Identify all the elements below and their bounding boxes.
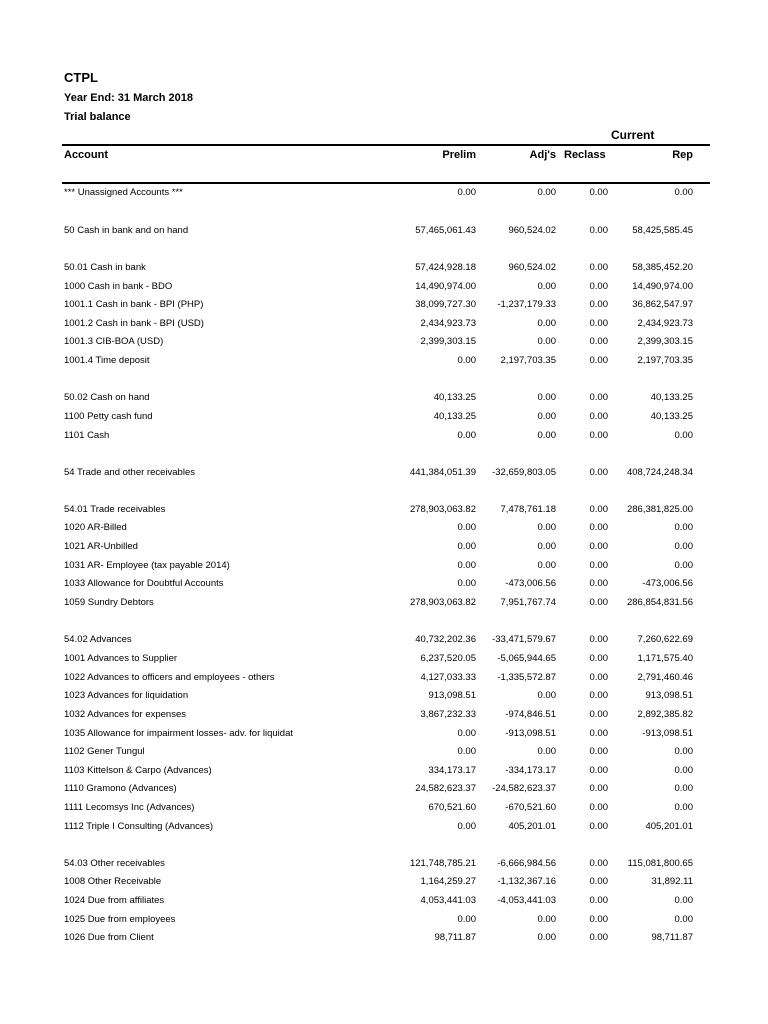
account-cell: 1111 Lecomsys Inc (Advances) <box>64 802 195 813</box>
account-cell: 54 Trade and other receivables <box>64 467 195 478</box>
account-cell: 1023 Advances for liquidation <box>64 690 189 701</box>
prelim-cell: 98,711.87 <box>434 932 476 943</box>
table-row <box>0 707 768 723</box>
account-cell: 1110 Gramono (Advances) <box>64 783 177 794</box>
reclass-cell: 0.00 <box>589 914 608 925</box>
adj-cell: 0.00 <box>537 392 556 403</box>
adj-cell: 0.00 <box>537 932 556 943</box>
account-cell: 1035 Allowance for impairment losses- adv. for liquidat <box>64 728 293 739</box>
reclass-cell: 0.00 <box>589 336 608 347</box>
column-header-prelim: Prelim <box>442 149 476 161</box>
reclass-cell: 0.00 <box>589 281 608 292</box>
rep-cell: 31,892.11 <box>651 876 693 887</box>
reclass-cell: 0.00 <box>589 746 608 757</box>
reclass-cell: 0.00 <box>589 522 608 533</box>
reclass-cell: 0.00 <box>589 802 608 813</box>
prelim-cell: 24,582,623.37 <box>415 783 476 794</box>
prelim-cell: 0.00 <box>457 522 476 533</box>
account-cell: 1022 Advances to officers and employees - others <box>64 672 275 683</box>
table-row <box>0 558 768 574</box>
rep-cell: 0.00 <box>674 746 693 757</box>
table-row <box>0 520 768 536</box>
rep-cell: 40,133.25 <box>650 392 693 403</box>
account-cell: 54.03 Other receivables <box>64 858 165 869</box>
rep-cell: 0.00 <box>674 522 693 533</box>
adj-cell: 0.00 <box>537 187 556 198</box>
reclass-cell: 0.00 <box>589 597 608 608</box>
table-row <box>0 334 768 350</box>
adj-cell: 0.00 <box>537 336 556 347</box>
reclass-cell: 0.00 <box>589 467 608 478</box>
reclass-cell: 0.00 <box>589 355 608 366</box>
account-cell: 1021 AR-Unbilled <box>64 541 138 552</box>
rep-cell: 36,862,547.97 <box>632 299 693 310</box>
prelim-cell: 278,903,063.82 <box>409 504 476 515</box>
account-cell: 50.01 Cash in bank <box>64 262 146 273</box>
table-row <box>0 856 768 872</box>
prelim-cell: 0.00 <box>457 728 476 739</box>
prelim-cell: 2,399,303.15 <box>420 336 476 347</box>
prelim-cell: 334,173.17 <box>428 765 476 776</box>
adj-cell: -1,237,179.33 <box>497 299 556 310</box>
reclass-cell: 0.00 <box>589 895 608 906</box>
table-row <box>0 502 768 518</box>
prelim-cell: 278,903,063.82 <box>409 597 476 608</box>
prelim-cell: 0.00 <box>457 187 476 198</box>
adj-cell: 960,524.02 <box>508 262 556 273</box>
rep-cell: -473,006.56 <box>642 578 693 589</box>
prelim-cell: 57,465,061.43 <box>415 225 476 236</box>
account-cell: 1059 Sundry Debtors <box>64 597 154 608</box>
rep-cell: 14,490,974.00 <box>632 281 693 292</box>
table-row <box>0 223 768 239</box>
rep-cell: 408,724,248.34 <box>626 467 693 478</box>
table-row <box>0 260 768 276</box>
adj-cell: 0.00 <box>537 318 556 329</box>
rep-cell: 0.00 <box>674 541 693 552</box>
adj-cell: 0.00 <box>537 746 556 757</box>
rep-cell: -913,098.51 <box>642 728 693 739</box>
rep-cell: 405,201.01 <box>645 821 693 832</box>
adj-cell: 0.00 <box>537 281 556 292</box>
account-cell: 1020 AR-Billed <box>64 522 127 533</box>
adj-cell: 0.00 <box>537 541 556 552</box>
adj-cell: -24,582,623.37 <box>492 783 556 794</box>
table-row <box>0 576 768 592</box>
reclass-cell: 0.00 <box>589 504 608 515</box>
rep-cell: 0.00 <box>674 187 693 198</box>
prelim-cell: 1,164,259.27 <box>420 876 476 887</box>
table-row <box>0 428 768 444</box>
rep-cell: 115,081,800.65 <box>627 858 693 869</box>
prelim-cell: 40,133.25 <box>433 392 476 403</box>
account-cell: 1001.1 Cash in bank - BPI (PHP) <box>64 299 204 310</box>
prelim-cell: 4,053,441.03 <box>420 895 476 906</box>
rep-cell: 2,892,385.82 <box>637 709 693 720</box>
table-row <box>0 763 768 779</box>
rep-cell: 286,381,825.00 <box>626 504 693 515</box>
reclass-cell: 0.00 <box>589 858 608 869</box>
prelim-cell: 0.00 <box>457 821 476 832</box>
account-cell: 50 Cash in bank and on hand <box>64 225 189 236</box>
adj-cell: -670,521.60 <box>505 802 556 813</box>
table-row <box>0 632 768 648</box>
prelim-cell: 0.00 <box>457 430 476 441</box>
account-cell: 1001.4 Time deposit <box>64 355 150 366</box>
account-cell: 1032 Advances for expenses <box>64 709 187 720</box>
rep-cell: 0.00 <box>674 895 693 906</box>
reclass-cell: 0.00 <box>589 411 608 422</box>
adj-cell: 0.00 <box>537 560 556 571</box>
prelim-cell: 121,748,785.21 <box>409 858 476 869</box>
rep-cell: 2,399,303.15 <box>637 336 693 347</box>
adj-cell: 0.00 <box>537 411 556 422</box>
adj-cell: -32,659,803.05 <box>492 467 556 478</box>
prelim-cell: 0.00 <box>457 541 476 552</box>
rep-cell: 98,711.87 <box>651 932 693 943</box>
prelim-cell: 441,384,051.39 <box>409 467 476 478</box>
table-row <box>0 688 768 704</box>
prelim-cell: 0.00 <box>457 560 476 571</box>
adj-cell: -974,846.51 <box>505 709 556 720</box>
prelim-cell: 670,521.60 <box>428 802 476 813</box>
reclass-cell: 0.00 <box>589 690 608 701</box>
adj-cell: 405,201.01 <box>508 821 556 832</box>
year-end-label: Year End: 31 March 2018 <box>64 92 194 104</box>
prelim-cell: 0.00 <box>457 355 476 366</box>
prelim-cell: 40,732,202.36 <box>415 634 476 645</box>
reclass-cell: 0.00 <box>589 821 608 832</box>
adj-cell: -5,065,944.65 <box>497 653 556 664</box>
account-cell: 1000 Cash in bank - BDO <box>64 281 173 292</box>
rep-cell: 0.00 <box>674 560 693 571</box>
reclass-cell: 0.00 <box>589 765 608 776</box>
rep-cell: 58,425,585.45 <box>632 225 693 236</box>
account-cell: 1001.3 CIB-BOA (USD) <box>64 336 164 347</box>
rep-cell: 58,385,452.20 <box>632 262 693 273</box>
table-row <box>0 185 768 201</box>
column-header-reclass: Reclass <box>564 149 606 161</box>
adj-cell: 7,478,761.18 <box>500 504 556 515</box>
account-cell: 1025 Due from employees <box>64 914 176 925</box>
rep-cell: 40,133.25 <box>650 411 693 422</box>
reclass-cell: 0.00 <box>589 634 608 645</box>
reclass-cell: 0.00 <box>589 932 608 943</box>
adj-cell: 2,197,703.35 <box>500 355 556 366</box>
prelim-cell: 4,127,033.33 <box>420 672 476 683</box>
table-row <box>0 297 768 313</box>
account-cell: 1001 Advances to Supplier <box>64 653 178 664</box>
rep-cell: 2,791,460.46 <box>637 672 693 683</box>
reclass-cell: 0.00 <box>589 392 608 403</box>
column-header-rep: Rep <box>672 149 693 161</box>
prelim-cell: 3,867,232.33 <box>420 709 476 720</box>
rep-cell: 286,854,831.56 <box>626 597 693 608</box>
reclass-cell: 0.00 <box>589 560 608 571</box>
account-cell: 1008 Other Receivable <box>64 876 162 887</box>
reclass-cell: 0.00 <box>589 709 608 720</box>
reclass-cell: 0.00 <box>589 672 608 683</box>
prelim-cell: 0.00 <box>457 578 476 589</box>
account-cell: 54.01 Trade receivables <box>64 504 166 515</box>
table-row <box>0 744 768 760</box>
prelim-cell: 14,490,974.00 <box>415 281 476 292</box>
prelim-cell: 57,424,928.18 <box>415 262 476 273</box>
prelim-cell: 40,133.25 <box>433 411 476 422</box>
adj-cell: -1,335,572.87 <box>497 672 556 683</box>
prelim-cell: 38,099,727.30 <box>415 299 476 310</box>
table-row <box>0 912 768 928</box>
table-row <box>0 781 768 797</box>
reclass-cell: 0.00 <box>589 318 608 329</box>
table-row <box>0 874 768 890</box>
rep-cell: 7,260,622.69 <box>637 634 693 645</box>
prelim-cell: 6,237,520.05 <box>420 653 476 664</box>
table-row <box>0 819 768 835</box>
account-cell: 1026 Due from Client <box>64 932 154 943</box>
table-row <box>0 390 768 406</box>
rep-cell: 0.00 <box>674 914 693 925</box>
reclass-cell: 0.00 <box>589 187 608 198</box>
reclass-cell: 0.00 <box>589 541 608 552</box>
account-cell: 54.02 Advances <box>64 634 132 645</box>
table-row <box>0 800 768 816</box>
account-cell: 50.02 Cash on hand <box>64 392 150 403</box>
table-row <box>0 316 768 332</box>
reclass-cell: 0.00 <box>589 225 608 236</box>
account-cell: *** Unassigned Accounts *** <box>64 187 183 198</box>
table-row <box>0 726 768 742</box>
account-cell: 1031 AR- Employee (tax payable 2014) <box>64 560 230 571</box>
rep-cell: 0.00 <box>674 430 693 441</box>
table-row <box>0 893 768 909</box>
prelim-cell: 2,434,923.73 <box>420 318 476 329</box>
column-header-adjustments: Adj's <box>529 149 556 161</box>
adj-cell: -334,173.17 <box>505 765 556 776</box>
table-row <box>0 279 768 295</box>
table-row <box>0 651 768 667</box>
rep-cell: 0.00 <box>674 765 693 776</box>
adj-cell: -4,053,441.03 <box>497 895 556 906</box>
account-cell: 1112 Triple I Consulting (Advances) <box>64 821 214 832</box>
rep-cell: 2,197,703.35 <box>637 355 693 366</box>
column-header-account: Account <box>64 149 108 161</box>
adj-cell: -1,132,367.16 <box>497 876 556 887</box>
reclass-cell: 0.00 <box>589 653 608 664</box>
reclass-cell: 0.00 <box>589 728 608 739</box>
table-row <box>0 930 768 946</box>
rep-cell: 2,434,923.73 <box>637 318 693 329</box>
table-row <box>0 353 768 369</box>
prelim-cell: 0.00 <box>457 914 476 925</box>
account-cell: 1001.2 Cash in bank - BPI (USD) <box>64 318 204 329</box>
account-cell: 1103 Kittelson & Carpo (Advances) <box>64 765 212 776</box>
adj-cell: 7,951,767.74 <box>500 597 556 608</box>
prelim-cell: 913,098.51 <box>428 690 476 701</box>
rep-cell: 0.00 <box>674 783 693 794</box>
reclass-cell: 0.00 <box>589 876 608 887</box>
table-row <box>0 465 768 481</box>
company-name: CTPL <box>64 70 98 85</box>
account-cell: 1102 Gener Tungul <box>64 746 145 757</box>
table-row <box>0 595 768 611</box>
adj-cell: 0.00 <box>537 430 556 441</box>
reclass-cell: 0.00 <box>589 262 608 273</box>
account-cell: 1100 Petty cash fund <box>64 411 153 422</box>
table-row <box>0 539 768 555</box>
reclass-cell: 0.00 <box>589 299 608 310</box>
rep-cell: 913,098.51 <box>645 690 693 701</box>
adj-cell: -913,098.51 <box>505 728 556 739</box>
adj-cell: -6,666,984.56 <box>497 858 556 869</box>
report-title: Trial balance <box>64 111 131 123</box>
rep-cell: 0.00 <box>674 802 693 813</box>
table-row <box>0 670 768 686</box>
adj-cell: 0.00 <box>537 522 556 533</box>
current-column-group-label: Current <box>611 128 655 142</box>
reclass-cell: 0.00 <box>589 430 608 441</box>
adj-cell: 0.00 <box>537 914 556 925</box>
rep-cell: 1,171,575.40 <box>637 653 693 664</box>
adj-cell: 960,524.02 <box>508 225 556 236</box>
account-cell: 1024 Due from affiliates <box>64 895 165 906</box>
reclass-cell: 0.00 <box>589 578 608 589</box>
adj-cell: 0.00 <box>537 690 556 701</box>
account-cell: 1101 Cash <box>64 430 110 441</box>
prelim-cell: 0.00 <box>457 746 476 757</box>
table-row <box>0 409 768 425</box>
adj-cell: -33,471,579.67 <box>492 634 556 645</box>
adj-cell: -473,006.56 <box>505 578 556 589</box>
account-cell: 1033 Allowance for Doubtful Accounts <box>64 578 224 589</box>
reclass-cell: 0.00 <box>589 783 608 794</box>
